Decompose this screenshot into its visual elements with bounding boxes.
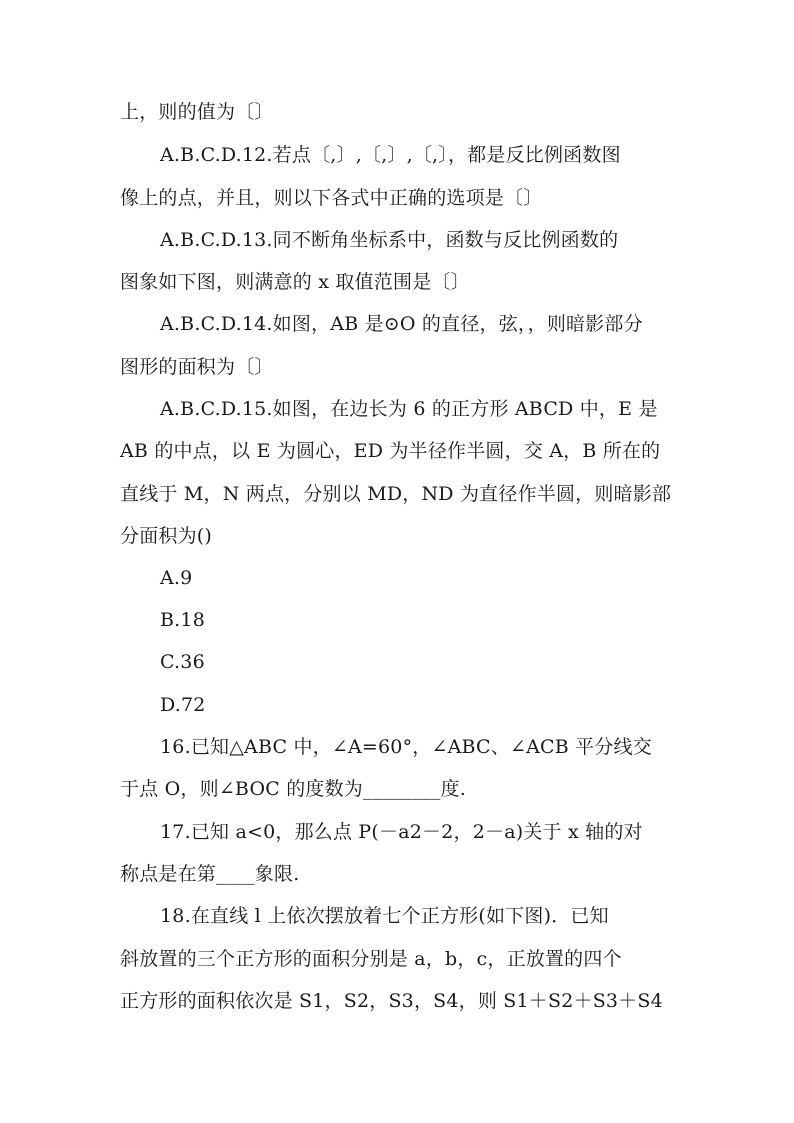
question-18: 18.在直线 l 上依次摆放着七个正方形(如下图)．已知 [160, 905, 609, 927]
text-line: 于点 O，则∠BOC 的度数为________度. [120, 778, 467, 800]
option-b: B.18 [160, 609, 205, 631]
text-line: 称点是在第____象限. [120, 863, 300, 885]
text-line: A.B.C.D.14.如图，AB 是⊙O 的直径，弦，，则暗影部分 [160, 313, 643, 335]
text-line: A.B.C.D.15.如图，在边长为 6 的正方形 ABCD 中，E 是 [160, 398, 658, 420]
text-line: 直线于 M，N 两点，分别以 MD，ND 为直径作半圆，则暗影部 [120, 483, 672, 505]
question-16: 16.已知△ABC 中，∠A=60°，∠ABC、∠ACB 平分线交 [160, 736, 652, 758]
text-line: 上，则的值为〔〕 [120, 101, 274, 123]
text-line: 图象如下图，则满意的 x 取值范围是〔〕 [120, 271, 470, 293]
text-line: 斜放置的三个正方形的面积分别是 a，b，c，正放置的四个 [120, 948, 622, 970]
option-c: C.36 [160, 651, 205, 673]
text-line: 像上的点，并且，则以下各式中正确的选项是〔〕 [120, 187, 543, 209]
text-line: A.B.C.D.12.若点〔,〕,〔,〕,〔,〕，都是反比例函数图 [160, 144, 621, 166]
text-line: 正方形的面积依次是 S1，S2，S3，S4，则 S1＋S2＋S3＋S4 [120, 990, 663, 1012]
option-a: A.9 [160, 567, 193, 589]
question-17: 17.已知 a<0，那么点 P(－a2－2，2－a)关于 x 轴的对 [160, 821, 643, 843]
text-line: 分面积为() [120, 525, 213, 547]
option-d: D.72 [160, 694, 206, 716]
text-line: 图形的面积为〔〕 [120, 356, 274, 378]
text-line: A.B.C.D.13.同不断角坐标系中，函数与反比例函数的 [160, 229, 619, 251]
text-line: AB 的中点，以 E 为圆心，ED 为半径作半圆，交 A，B 所在的 [120, 440, 661, 462]
